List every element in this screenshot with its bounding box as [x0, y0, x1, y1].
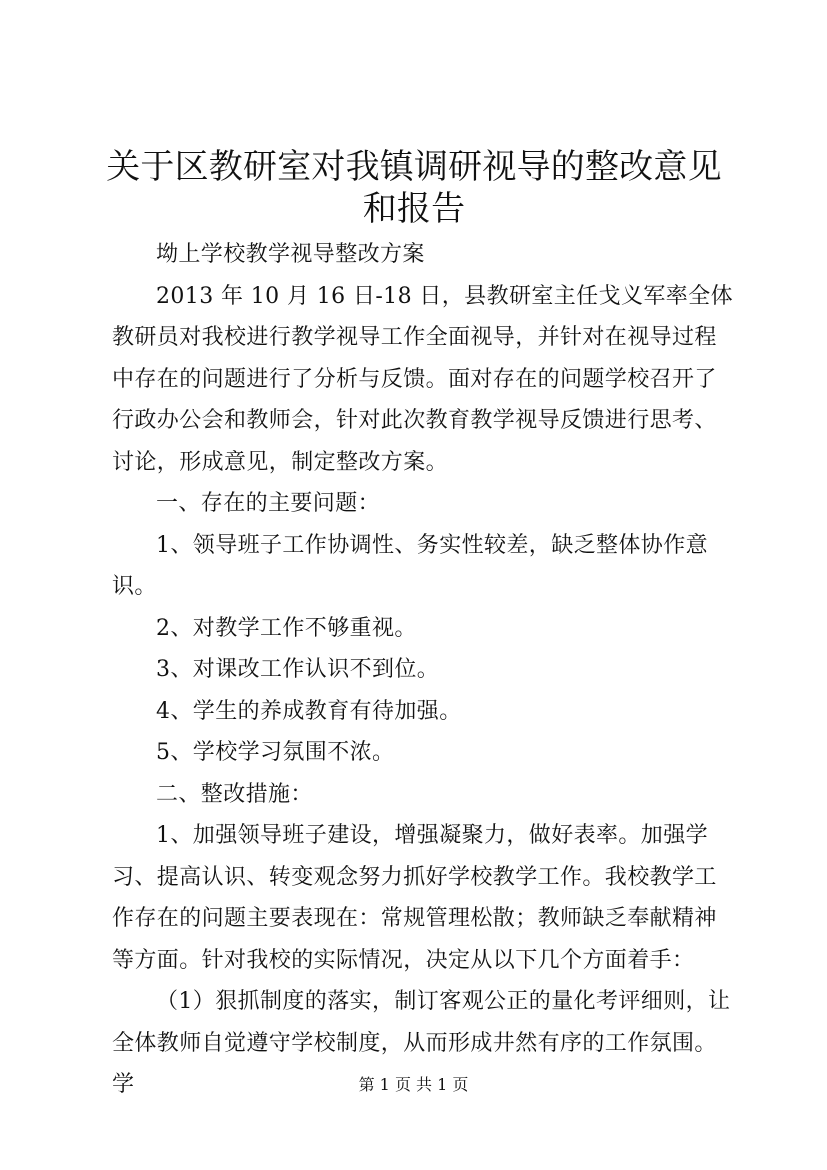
section-heading-problems: 一、存在的主要问题：	[156, 491, 381, 516]
problem-item-1: 1、领导班子工作协调性、务实性较差，缺乏整体协作意识。	[112, 532, 708, 599]
paragraph-school-plan: 坳上学校教学视导整改方案	[156, 242, 425, 267]
document-title: 关于区教研室对我镇调研视导的整改意见和报告	[106, 147, 722, 229]
page-footer: 第 1 页 共 1 页	[358, 1075, 469, 1094]
problem-item-3: 3、对课改工作认识不到位。	[156, 657, 440, 682]
problem-item-4: 4、学生的养成教育有待加强。	[156, 698, 462, 724]
paragraph-intro: 2013 年 10 月 16 日-18 日，县教研室主任戈义军率全体教研员对我校进行教学视导工作全面视导，并针对在视导过程中存在的问题进行了分析与反馈。面对存在的问题学校召开了行政办公会和教师会，针对此次教育教学视导反馈进行思考、讨论，形成意见，制定整改方案。	[112, 283, 733, 475]
document-body	[112, 234, 738, 1106]
problem-item-2: 2、对教学工作不够重视。	[156, 615, 417, 641]
problem-item-5: 5、学校学习氛围不浓。	[156, 740, 395, 765]
measure-item-1: 1、加强领导班子建设，增强凝聚力，做好表率。加强学习、提高认识、转变观念努力抓好学校教学工作。我校教学工作存在的问题主要表现在：常规管理松散；教师缺乏奉献精神等方面。针对我校的实际情况，决定从以下几个方面着手：	[112, 823, 717, 973]
section-heading-measures: 二、整改措施：	[156, 781, 313, 807]
measure-subitem-1: （1）狠抓制度的落实，制订客观公正的量化考评细则，让全体教师自觉遵守学校制度，从而形成井然有序的工作氛围。学	[112, 989, 731, 1097]
